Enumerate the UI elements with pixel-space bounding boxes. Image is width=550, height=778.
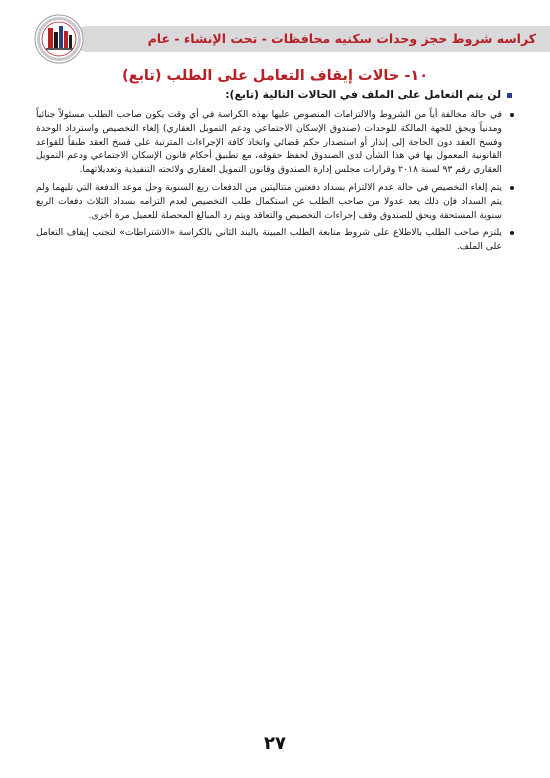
list-item-text: في حالة مخالفة أياً من الشروط والالتزامات المنصوص عليها بهذه الكراسة في أي وقت يكون صاحب الطلب مسئولاً جنائياً ومدنياً ويحق للجهة المالكة للوحدات (صندوق الإسكان الاجتماعي ودعم التمويل العقاري) إلغاء التخصيص واسترداد الوحدة وفسخ العقد دون الحاجة إلى إنذار أو استصدار حكم قضائي واتخاذ كافة الإجراءات المترتبة على فسخ العقد طبقاً للقواعد القانونية المعمول بها في هذا الشأن لدى الصندوق لحفظ حقوقه، مع تطبيق أحكام قانون الإسكان الاجتماعي ودعم التمويل العقاري رقم ٩٣ لسنة ٢٠١٨ وقرارات مجلس إدارة الصندوق وقانون التمويل العقاري ولائحته التنفيذية وتعديلاتهما. bbox=[36, 109, 502, 176]
list-item bbox=[36, 226, 514, 254]
page-header bbox=[0, 14, 550, 64]
list-item bbox=[36, 108, 514, 177]
bullet-dot-icon bbox=[510, 186, 514, 190]
page-number: ٢٧ bbox=[264, 733, 286, 754]
square-bullet-icon bbox=[507, 93, 512, 98]
list-item bbox=[36, 181, 514, 222]
conditions-list bbox=[36, 108, 514, 258]
header-title: كراسه شروط حجز وحدات سكنيه محافظات - تحت الإنشاء - عام bbox=[147, 31, 536, 46]
intro-line bbox=[42, 88, 512, 101]
list-item-text: يتم إلغاء التخصيص في حالة عدم الالتزام بسداد دفعتين متتاليتين من الدفعات ربع السنوية وحل موعد الدفعة التي تليهما ولم يتم السداد فإن ذلك يعد عدولا من صاحب الطلب عن استكمال طلب التخصيص لعدم التزامه بسداد الثلاث دفعات الربع سنوية المستحقة ويحق للصندوق وقف إجراءات التخصيص والتعاقد ويتم رد المبالغ المحصلة للعميل مرة أخرى. bbox=[36, 181, 502, 221]
intro-text: لن يتم التعامل على الملف في الحالات التالية (تابع): bbox=[225, 88, 501, 101]
header-band bbox=[74, 26, 550, 52]
bullet-dot-icon bbox=[510, 231, 514, 235]
ministry-emblem-icon bbox=[34, 14, 84, 64]
bullet-dot-icon bbox=[510, 113, 514, 117]
list-item-text: يلتزم صاحب الطلب بالاطلاع على شروط متابعة الطلب المبينة بالبند الثاني بالكراسة «الاشتراطات» لتجنب إيقاف التعامل على الملف. bbox=[36, 227, 502, 253]
section-title: ١٠- حالات إيقاف التعامل على الطلب (تابع) bbox=[121, 68, 429, 84]
